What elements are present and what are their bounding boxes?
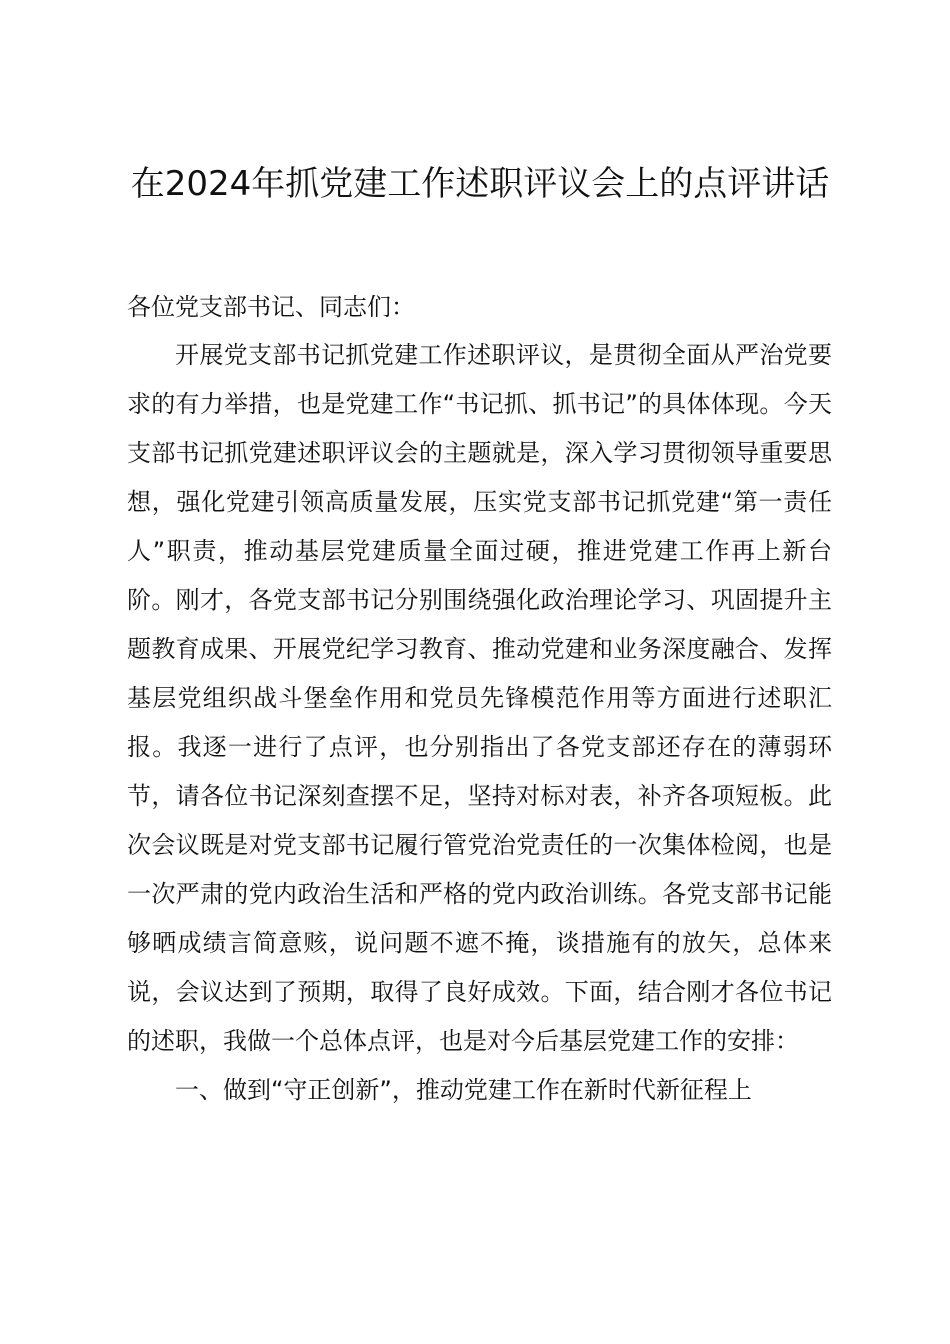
paragraph-section-one-heading: 一、做到“守正创新”，推动党建工作在新时代新征程上 <box>175 1076 752 1104</box>
salutation: 各位党支部书记、同志们： <box>127 293 415 321</box>
paragraph-intro: 开展党支部书记抓党建工作述职评议，是贯彻全面从严治党要求的有力举措，也是党建工作“书记抓、抓书记”的具体体现。今天支部书记抓党建述职评议会的主题就是，深入学习贯彻领导重要思想，强化党建引领高质量发展，压实党支部书记抓党建“第一责任人”职责，推动基层党建质量全面过硬，推进党建工作再上新台阶。刚才，各党支部书记分别围绕强化政治理论学习、巩固提升主题教育成果、开展党纪学习教育、推动党建和业务深度融合、发挥基层党组织战斗堡垒作用和党员先锋模范作用等方面进行述职汇报。我逐一进行了点评，也分别指出了各党支部还存在的薄弱环节，请各位书记深刻查摆不足，坚持对标对表，补齐各项短板。此次会议既是对党支部书记履行管党治党责任的一次集体检阅，也是一次严肃的党内政治生活和严格的党内政治训练。各党支部书记能够晒成绩言简意赅，说问题不遮不掩，谈措施有的放矢，总体来说，会议达到了预期，取得了良好成效。下面，结合刚才各位书记的述职，我做一个总体点评，也是对今后基层党建工作的安排： <box>127 341 832 1055</box>
document-body <box>127 331 832 1115</box>
document-title: 在2024年抓党建工作述职评议会上的点评讲话 <box>130 164 830 204</box>
